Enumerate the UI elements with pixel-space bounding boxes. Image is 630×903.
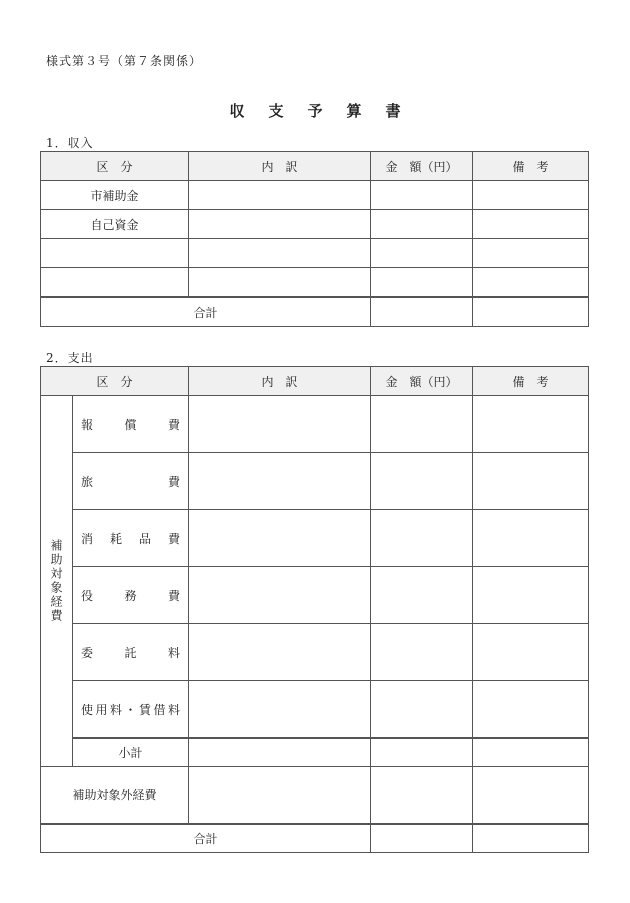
remarks-cell[interactable] — [473, 297, 589, 327]
breakdown-cell[interactable] — [189, 396, 371, 453]
remarks-cell[interactable] — [473, 681, 589, 739]
item-char: 旅 — [81, 474, 94, 489]
table-row — [41, 453, 589, 510]
item-char: 費 — [168, 417, 181, 432]
expense-total-row — [41, 824, 589, 852]
table-row — [41, 510, 589, 567]
subtotal-label: 小計 — [73, 738, 189, 766]
breakdown-cell[interactable] — [189, 624, 371, 681]
item-char: 費 — [168, 531, 181, 546]
breakdown-cell[interactable] — [189, 510, 371, 567]
title-char: 書 — [385, 102, 401, 120]
header-remarks: 備 考 — [473, 367, 589, 396]
item-char: 料 — [110, 702, 123, 717]
item-char: 使 — [81, 702, 94, 717]
item-char: 委 — [81, 645, 94, 660]
table-row — [41, 681, 589, 739]
item-char: ・ — [124, 702, 137, 717]
amount-cell[interactable] — [371, 239, 473, 268]
amount-cell[interactable] — [371, 624, 473, 681]
title-char: 支 — [268, 102, 284, 120]
item-char: 品 — [139, 531, 152, 546]
table-row — [41, 624, 589, 681]
table-row — [41, 239, 589, 268]
income-category[interactable] — [41, 239, 189, 268]
breakdown-cell[interactable] — [189, 453, 371, 510]
covered-expenses-label: 補助対象経費 — [49, 538, 63, 623]
breakdown-cell[interactable] — [189, 766, 371, 824]
remarks-cell[interactable] — [473, 396, 589, 453]
amount-cell[interactable] — [371, 181, 473, 210]
breakdown-cell[interactable] — [189, 681, 371, 739]
item-char: 耗 — [110, 531, 123, 546]
remarks-cell[interactable] — [473, 181, 589, 210]
remarks-cell[interactable] — [473, 268, 589, 298]
title-char: 収 — [229, 102, 245, 120]
item-char: 報 — [81, 417, 94, 432]
amount-cell[interactable] — [371, 510, 473, 567]
income-category: 自己資金 — [41, 210, 189, 239]
title-char: 算 — [346, 102, 362, 120]
income-header-row — [41, 152, 589, 181]
remarks-cell[interactable] — [473, 738, 589, 766]
item-char: 費 — [168, 588, 181, 603]
subtotal-row — [41, 738, 589, 766]
breakdown-cell[interactable] — [189, 210, 371, 239]
remarks-cell[interactable] — [473, 567, 589, 624]
expense-item — [73, 681, 189, 739]
breakdown-cell[interactable] — [189, 738, 371, 766]
breakdown-cell[interactable] — [189, 268, 371, 298]
non-covered-row — [41, 766, 589, 824]
breakdown-cell[interactable] — [189, 239, 371, 268]
amount-cell[interactable] — [371, 396, 473, 453]
remarks-cell[interactable] — [473, 453, 589, 510]
amount-cell[interactable] — [371, 766, 473, 824]
item-char: 償 — [124, 417, 137, 432]
item-char: 料 — [168, 702, 181, 717]
table-row — [41, 567, 589, 624]
subtotal-amount[interactable] — [371, 738, 473, 766]
header-category: 区 分 — [41, 152, 189, 181]
item-char: 務 — [124, 588, 137, 603]
income-category[interactable] — [41, 268, 189, 298]
expense-item — [73, 624, 189, 681]
document-title — [0, 100, 630, 121]
title-char: 予 — [307, 102, 323, 120]
item-char: 借 — [153, 702, 166, 717]
item-char: 用 — [95, 702, 108, 717]
amount-cell[interactable] — [371, 681, 473, 739]
income-total-amount[interactable] — [371, 297, 473, 327]
covered-expenses-group — [41, 396, 73, 767]
item-char: 役 — [81, 588, 94, 603]
item-char: 料 — [168, 645, 181, 660]
header-amount: 金 額（円） — [371, 152, 473, 181]
header-breakdown: 内 訳 — [189, 152, 371, 181]
amount-cell[interactable] — [371, 210, 473, 239]
expense-item — [73, 567, 189, 624]
remarks-cell[interactable] — [473, 210, 589, 239]
expense-total-label: 合計 — [41, 824, 371, 852]
income-heading: 1．収入 — [46, 136, 94, 150]
item-char: 託 — [124, 645, 137, 660]
header-breakdown: 内 訳 — [189, 367, 371, 396]
item-char: 賃 — [139, 702, 152, 717]
breakdown-cell[interactable] — [189, 181, 371, 210]
remarks-cell[interactable] — [473, 239, 589, 268]
income-total-label: 合計 — [41, 297, 371, 327]
amount-cell[interactable] — [371, 567, 473, 624]
amount-cell[interactable] — [371, 453, 473, 510]
remarks-cell[interactable] — [473, 824, 589, 852]
header-category: 区 分 — [41, 367, 189, 396]
income-category: 市補助金 — [41, 181, 189, 210]
expense-total-amount[interactable] — [371, 824, 473, 852]
item-char: 費 — [168, 474, 181, 489]
item-char: 消 — [81, 531, 94, 546]
expense-item — [73, 510, 189, 567]
form-number: 様式第３号（第７条関係） — [46, 54, 203, 68]
header-remarks: 備 考 — [473, 152, 589, 181]
expense-item — [73, 453, 189, 510]
table-row — [41, 181, 589, 210]
expense-heading: 2．支出 — [46, 351, 94, 365]
amount-cell[interactable] — [371, 268, 473, 298]
income-table — [40, 151, 589, 327]
remarks-cell[interactable] — [473, 510, 589, 567]
table-row — [41, 268, 589, 298]
expense-header-row — [41, 367, 589, 396]
table-row — [41, 396, 589, 453]
income-total-row — [41, 297, 589, 327]
remarks-cell[interactable] — [473, 624, 589, 681]
breakdown-cell[interactable] — [189, 567, 371, 624]
table-row — [41, 210, 589, 239]
non-covered-label: 補助対象外経費 — [41, 766, 189, 824]
header-amount: 金 額（円） — [371, 367, 473, 396]
expense-table — [40, 366, 589, 853]
expense-item — [73, 396, 189, 453]
remarks-cell[interactable] — [473, 766, 589, 824]
